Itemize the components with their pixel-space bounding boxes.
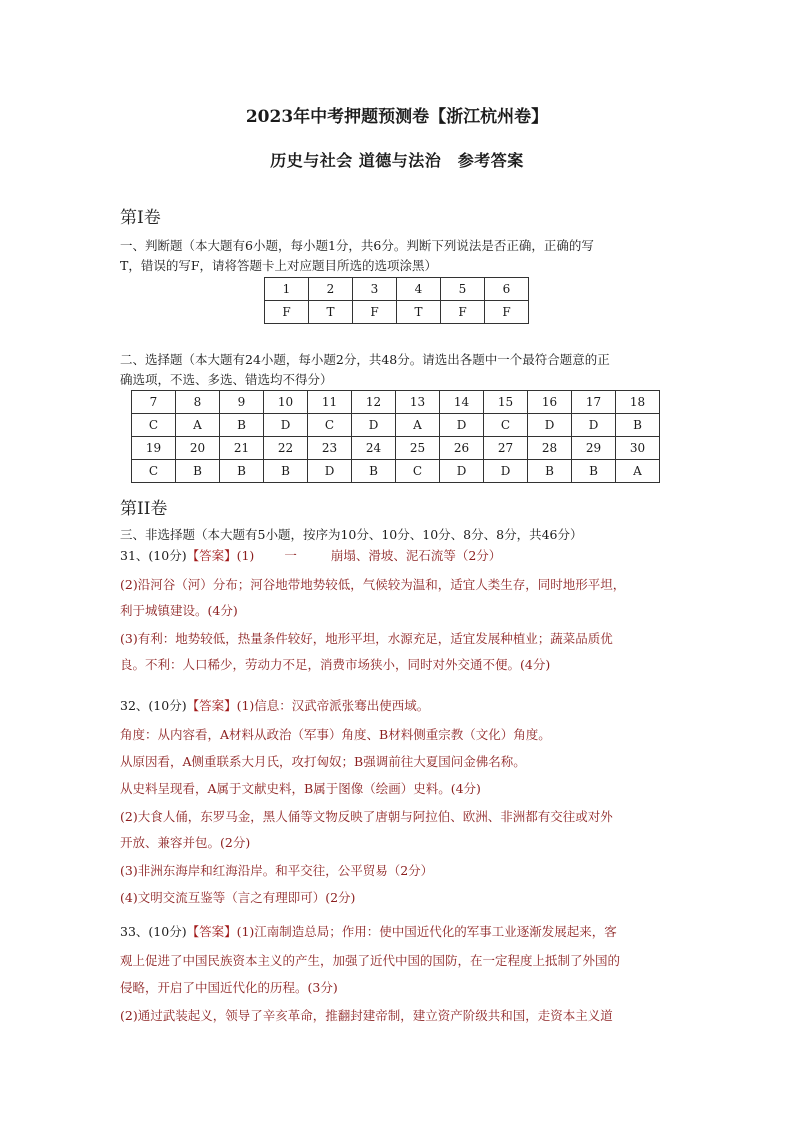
- choice-question-number-cell: 21: [220, 437, 264, 460]
- choice-answer-cell: D: [440, 460, 484, 483]
- q31-line-3: 利于城镇建设。(4分): [120, 603, 238, 618]
- choice-answer-cell: B: [528, 460, 572, 483]
- q33-part-1: (1)江南制造总局；作用：使中国近代化的军事工业逐渐发展起来，客: [236, 924, 617, 939]
- choice-question-number-cell: 19: [132, 437, 176, 460]
- choice-answer-cell: D: [264, 414, 308, 437]
- choice-answer-cell: D: [440, 414, 484, 437]
- judge-answer-row: [265, 301, 529, 324]
- choice-question-number-cell: 14: [440, 391, 484, 414]
- judge-intro-line-2: T，错误的写F，请将答题卡上对应题目所选的选项涂黑）: [120, 258, 438, 273]
- q31-line-1: [120, 548, 501, 564]
- choice-question-number-cell: 16: [528, 391, 572, 414]
- choice-answer-cell: C: [132, 414, 176, 437]
- choice-question-number-cell: 20: [176, 437, 220, 460]
- choice-answer-cell: A: [616, 460, 660, 483]
- choice-answer-cell: D: [352, 414, 396, 437]
- choice-answer-cell: C: [484, 414, 528, 437]
- choice-intro-line-1: 二、选择题（本大题有24小题，每小题2分，共48分。请选出各题中一个最符合题意的正: [120, 352, 610, 367]
- choice-number-row-2: [132, 437, 660, 460]
- choice-answer-cell: B: [264, 460, 308, 483]
- choice-question-number-cell: 26: [440, 437, 484, 460]
- q32-line-4: 从史料呈现看，A属于文献史料，B属于图像（绘画）史料。(4分): [120, 781, 481, 796]
- q33-label: 33、(10分): [120, 924, 187, 939]
- choice-answer-row-1: [132, 414, 660, 437]
- choice-answer-cell: C: [396, 460, 440, 483]
- judge-number-row: [265, 278, 529, 301]
- judge-answer-cell: F: [353, 301, 397, 324]
- choice-question-number-cell: 22: [264, 437, 308, 460]
- q31-line-2: (2)沿河谷（河）分布；河谷地带地势较低，气候较为温和，适宜人类生存，同时地形平坦，: [120, 577, 626, 592]
- page-title: 2023年中考押题预测卷【浙江杭州卷】: [245, 107, 549, 127]
- judge-question-number-cell: 1: [265, 278, 309, 301]
- q33-answer-tag: 【答案】: [186, 924, 237, 939]
- judge-answer-cell: F: [441, 301, 485, 324]
- choice-question-number-cell: 25: [396, 437, 440, 460]
- judge-intro-line-1: 一、判断题（本大题有6小题，每小题1分，共6分。判断下列说法是否正确，正确的写: [120, 238, 594, 253]
- choice-question-number-cell: 17: [572, 391, 616, 414]
- choice-question-number-cell: 28: [528, 437, 572, 460]
- judge-question-number-cell: 5: [441, 278, 485, 301]
- choice-question-number-cell: 12: [352, 391, 396, 414]
- choice-answer-cell: C: [308, 414, 352, 437]
- judge-question-number-cell: 4: [397, 278, 441, 301]
- choice-question-number-cell: 29: [572, 437, 616, 460]
- q32-line-8: (4)文明交流互鉴等（言之有理即可）(2分): [120, 890, 356, 905]
- choice-answer-row-2: [132, 460, 660, 483]
- choice-answer-table: [131, 390, 660, 483]
- q32-line-1: [120, 698, 429, 714]
- judge-answer-table: [264, 277, 529, 324]
- choice-answer-cell: B: [176, 460, 220, 483]
- judge-answer-cell: F: [265, 301, 309, 324]
- choice-number-row-1: [132, 391, 660, 414]
- judge-question-number-cell: 6: [485, 278, 529, 301]
- q31-label: 31、(10分): [120, 548, 187, 563]
- q32-line-6: 开放、兼容并包。(2分): [120, 835, 251, 850]
- choice-answer-cell: C: [132, 460, 176, 483]
- choice-question-number-cell: 11: [308, 391, 352, 414]
- choice-answer-cell: D: [528, 414, 572, 437]
- choice-answer-cell: D: [484, 460, 528, 483]
- judge-question-number-cell: 3: [353, 278, 397, 301]
- choice-answer-cell: D: [308, 460, 352, 483]
- choice-question-number-cell: 27: [484, 437, 528, 460]
- judge-answer-cell: T: [397, 301, 441, 324]
- choice-answer-cell: B: [572, 460, 616, 483]
- choice-answer-cell: A: [176, 414, 220, 437]
- q32-line-5: (2)大食人俑，东罗马金，黑人俑等文物反映了唐朝与阿拉伯、欧洲、非洲都有交往或对外: [120, 809, 613, 824]
- part-2-heading: 第II卷: [120, 499, 168, 519]
- q33-line-4: (2)通过武装起义，领导了辛亥革命，推翻封建帝制，建立资产阶级共和国，走资本主义道: [120, 1008, 613, 1023]
- choice-answer-cell: B: [352, 460, 396, 483]
- choice-intro-line-2: 确选项，不选、多选、错选均不得分）: [120, 372, 333, 387]
- judge-question-number-cell: 2: [309, 278, 353, 301]
- choice-question-number-cell: 10: [264, 391, 308, 414]
- choice-question-number-cell: 8: [176, 391, 220, 414]
- choice-question-number-cell: 9: [220, 391, 264, 414]
- q31-line-5: 良。不利：人口稀少，劳动力不足，消费市场狭小，同时对外交通不便。(4分): [120, 657, 551, 672]
- choice-question-number-cell: 18: [616, 391, 660, 414]
- q32-line-3: 从原因看，A侧重联系大月氏，攻打匈奴；B强调前往大夏国问金佛名称。: [120, 754, 526, 769]
- q33-line-1: [120, 924, 617, 940]
- choice-answer-cell: B: [220, 460, 264, 483]
- q31-line-4: (3)有利：地势较低，热量条件较好，地形平坦，水源充足，适宜发展种植业；蔬菜品质优: [120, 631, 613, 646]
- judge-answer-cell: F: [485, 301, 529, 324]
- choice-question-number-cell: 23: [308, 437, 352, 460]
- q33-line-2: 观上促进了中国民族资本主义的产生，加强了近代中国的国防，在一定程度上抵制了外国的: [120, 953, 621, 968]
- part-1-heading: 第Ⅰ卷: [120, 208, 161, 228]
- q32-label: 32、(10分): [120, 698, 187, 713]
- choice-answer-cell: A: [396, 414, 440, 437]
- q33-line-3: 侵略，开启了中国近代化的历程。(3分): [120, 980, 338, 995]
- q31-answer-tag: 【答案】: [186, 548, 237, 563]
- choice-question-number-cell: 13: [396, 391, 440, 414]
- nonchoice-intro: 三、非选择题（本大题有5小题，按序为10分、10分、10分、8分、8分，共46分）: [120, 527, 583, 542]
- choice-question-number-cell: 7: [132, 391, 176, 414]
- q32-line-2: 角度：从内容看，A材料从政治（军事）角度、B材料侧重宗教（文化）角度。: [120, 727, 551, 742]
- choice-question-number-cell: 24: [352, 437, 396, 460]
- page-subtitle: 历史与社会 道德与法治 参考答案: [270, 151, 524, 170]
- choice-answer-cell: B: [616, 414, 660, 437]
- q31-part-1-answer-b: 崩塌、滑坡、泥石流等（2分）: [330, 548, 502, 563]
- choice-answer-cell: D: [572, 414, 616, 437]
- judge-answer-cell: T: [309, 301, 353, 324]
- q32-line-7: (3)非洲东海岸和红海沿岸。和平交往，公平贸易（2分）: [120, 863, 434, 878]
- q32-part-1: (1)信息：汉武帝派张骞出使西域。: [236, 698, 430, 713]
- choice-answer-cell: B: [220, 414, 264, 437]
- q31-part-1-number: (1): [236, 548, 255, 563]
- choice-question-number-cell: 15: [484, 391, 528, 414]
- q31-part-1-answer-a: 一: [284, 548, 297, 563]
- choice-question-number-cell: 30: [616, 437, 660, 460]
- q32-answer-tag: 【答案】: [186, 698, 237, 713]
